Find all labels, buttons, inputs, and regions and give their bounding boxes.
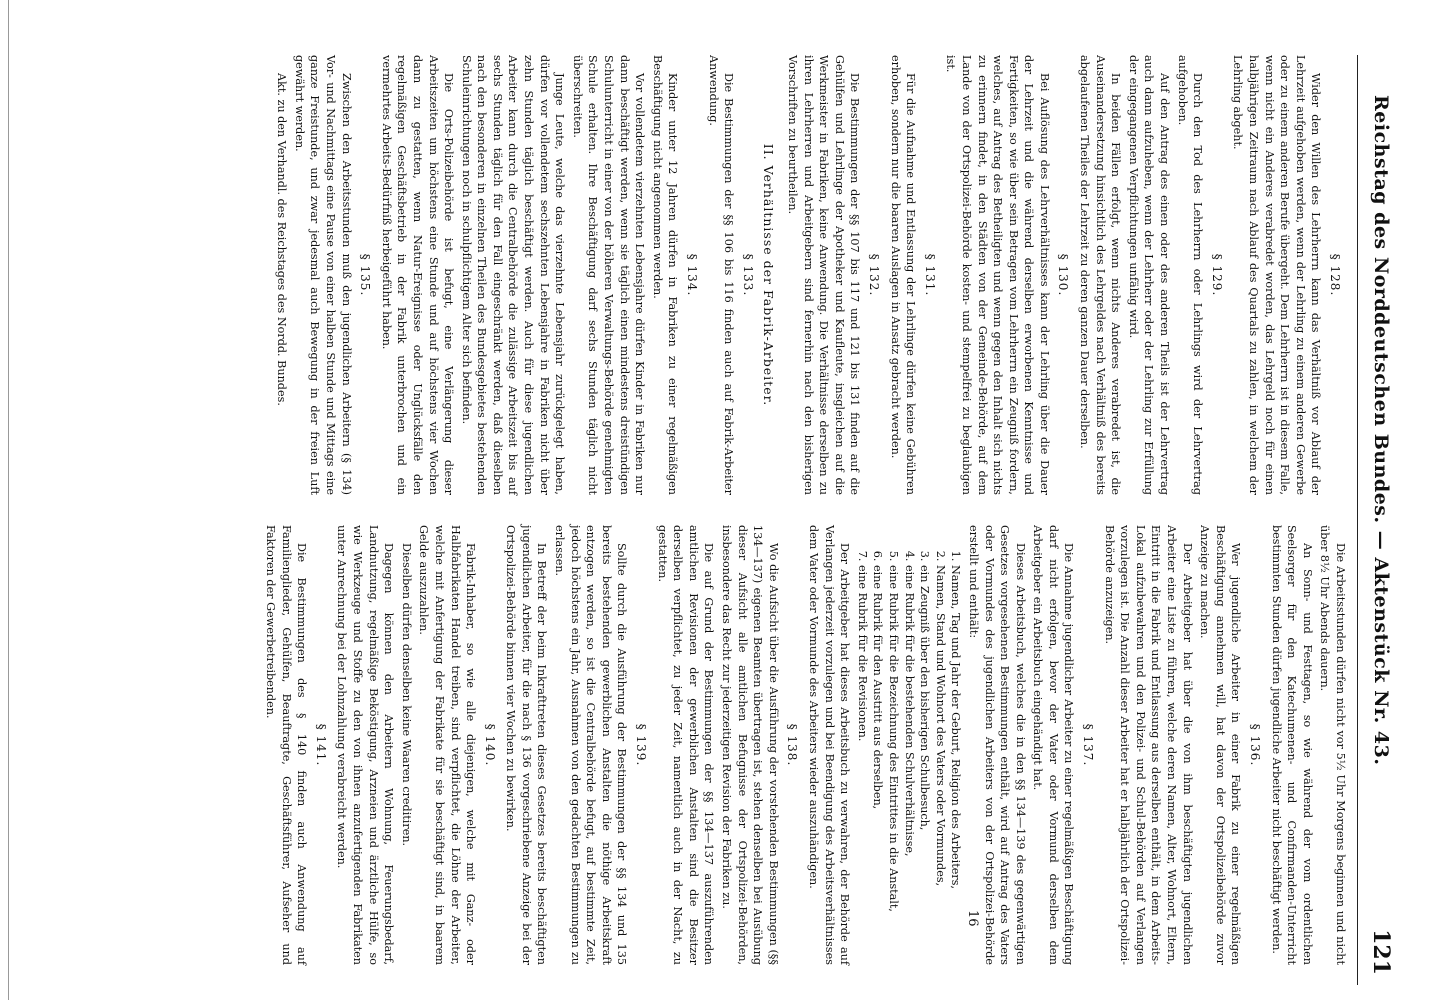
paragraph: Die auf Grund der Bestimmungen der §§ 134—137 auszuführenden amtlichen Revisionen der gewerblichen Anstalten sind die Besitzer derselben verpflichtet, zu jeder Zeit, namentlich auch in der Nacht, zu gestatten.: [655, 525, 716, 965]
signature-mark: 16: [965, 910, 980, 927]
paragraph: Wider den Willen des Lehrherrn kann das Verhältniß vor Ablauf der Lehrzeit aufgehoben werden, wenn der Lehrling zu einem anderen Gewerbe oder zu einem anderen Berufe übergeht. Dem Lehrherrn ist in diesem Falle, wenn nicht ein Anderes verabredet worden, das Lehrgeld noch für einen halbjährigen Zeitraum nach Ablauf des Quartals zu zahlen, in welchem der Lehrling abgeht.: [1231, 55, 1323, 495]
paragraph: Wer jugendliche Arbeiter in einer Fabrik zu einer regelmäßigen Beschäftigung annehmen will, hat davon der Ortspolizeibehörde zuvor Anzeige zu machen.: [1198, 525, 1243, 965]
section-number: § 129.: [1209, 253, 1224, 297]
section-number: § 131.: [922, 253, 937, 297]
list-item: 4. eine Rubrik für die bestehenden Schulverhältnisse,: [901, 565, 917, 965]
paragraph: In Betreff der beim Inkrafttreten dieses Gesetzes bereits beschäftigten jugendlichen Arbeiter, für die nach § 136 vorgeschriebene Anzeige bei der Ortspolizei-Behörde binnen vier Wochen zu bewirken.: [504, 525, 549, 965]
section-number: § 137.: [1081, 723, 1096, 767]
paragraph: An Sonn- und Festtagen, so wie während der vom ordentlichen Seelsorger für den Katechumenen- und Confirmanden-Unterricht bestimmten Stunden dürfen jugendliche Arbeiter nicht beschäftigt werden.: [1269, 525, 1314, 965]
paragraph: Der Arbeitgeber hat über die von ihm beschäftigten jugendlichen Arbeiter eine Liste zu führen, welche deren Namen, Alter, Wohnort, Eltern, Eintritt in die Fabrik und Entlassung aus derselben enthält, in dem Arbeits-Lokal aufzubewahren und den Polizei- und Schul-Behörden auf Verlangen vorzulegen ist. Die Anzahl dieser Arbeiter hat er halbjährlich der Ortspolizei-Behörde anzuzeigen.: [1102, 525, 1194, 965]
page-number: 121: [1368, 929, 1394, 975]
paragraph: Sollte durch die Ausführung der Bestimmungen der §§ 134 und 135 bereits bestehenden gewerblichen Anstalten die nöthige Arbeitskraft entzogen werden, so ist die Centralbehörde befugt, auf bestimmte Zeit, jedoch höchstens ein Jahr, Ausnahmen von den gedachten Bestimmungen zu erlassen.: [553, 525, 629, 965]
section-number: § 139.: [634, 723, 649, 767]
enumerated-list: [854, 525, 963, 965]
running-head: [1357, 55, 1400, 985]
paragraph: In beiden Fällen erfolgt, wenn nichts Anderes verabredet ist, die Auseinandersetzung hinsichtlich des Lehrgeldes nach Verhältniß des bereits abgelaufenen Theiles der Lehrzeit zu deren ganzen Dauer derselben.: [1078, 55, 1123, 495]
paragraph: Die Annahme jugendlicher Arbeiter zu einer regelmäßigen Beschäftigung darf nicht erfolgen, bevor der Vater oder Vormund derselben dem Arbeitgeber ein Arbeitsbuch eingehändigt hat.: [1031, 525, 1076, 965]
paragraph: Dieselben dürfen denselben keine Waaren creditiren.: [399, 543, 413, 847]
paragraph: Zwischen den Arbeitsstunden muß den jugendlichen Arbeitern (§ 134) Vor- und Nachmittags eine Pause von einer halben Stunde und Mittags eine ganze Freistunde, und zwar jedesmal auch Bewegung in der freien Luft gewährt werden.: [292, 55, 353, 495]
paragraph: Dieses Arbeitsbuch, welches die in den §§ 134—139 des gegenwärtigen Gesetzes vorgesehenen Bestimmungen enthält, wird auf Antrag des Vaters oder Vormundes des jugendlichen Arbeiters von der Ortspolizei-Behörde erstellt und enthält:: [966, 525, 1027, 965]
section-number: § 134.: [685, 253, 700, 297]
section-number: § 130.: [1056, 253, 1071, 297]
section-number: § 140.: [482, 723, 497, 767]
paragraph: Dagegen können den Arbeitern Wohnung, Feuerungsbedarf, Landnutzung, regelmäßige Beköstigung, Arzneien und ärztliche Hülfe, so wie Werkzeuge und Stoffe zu den von ihnen anzufertigenden Fabrikaten unter Anrechnung bei der Lohnzahlung verabreicht werden.: [335, 525, 396, 965]
paragraph: Junge Leute, welche das vierzehnte Lebensjahr zurückgelegt haben, dürfen vor vollendetem sechszehnten Lebensjahre in Fabriken nicht über zehn Stunden täglich beschäftigt werden. Auch für diese jugendlichen Arbeiter kann durch die Centralbehörde die zulässige Arbeitszeit bis auf sechs Stunden täglich für den Fall eingeschränkt werden, daß dieselben nach den besonderen in einzelnen Theilen des Bundesgebietes bestehenden Schuleinrichtungen noch in schulpflichtigem Alter sich befinden.: [459, 55, 567, 495]
section-number: § 128.: [1328, 253, 1342, 297]
paragraph: Die Orts-Polizeibehörde ist befugt, eine Verlängerung dieser Arbeitszeiten um höchstens eine Stunde und auf höchstens vier Wochen dann zu gestatten, wenn Natur-Ereignisse oder Unglücksfälle den regelmäßigen Geschäftsbetrieb in der Fabrik unterbrochen und ein vermehrtes Arbeits-Bedürfniß herbeigeführt haben.: [379, 55, 456, 495]
section-number: § 136.: [1248, 723, 1263, 767]
paragraph: Wo die Aufsicht über die Ausführung der vorstehenden Bestimmungen (§§ 134—137) eigenen Beamten übertragen ist, stehen denselben bei Ausübung dieser Aufsicht alle amtlichen Befugnisse der Ortspolizei-Behörden, insbesondere das Recht zur jederzeitigen Revision der Fabriken zu.: [720, 525, 780, 965]
section-number: § 138.: [785, 723, 800, 767]
list-item: 3. ein Zeugniß über den bisherigen Schulbesuch,: [917, 565, 933, 965]
paragraph: Die Arbeitsstunden dürfen nicht vor 5½ Uhr Morgens beginnen und nicht über 8½ Uhr Abends dauern.: [1318, 525, 1347, 965]
paragraph: Die Bestimmungen der §§ 107 bis 117 und 121 bis 131 finden auf die Gehülfen und Lehrlinge der Apotheker und Kaufleute, insgleichen auf die Werkmeister in Fabriken, keine Anwendung. Die Verhältnisse derselben zu ihren Lehrherren und Arbeitgebern sind fernerhin nach den bisherigen Vorschriften zu beurtheilen.: [786, 55, 862, 495]
section-number: § 141.: [313, 723, 328, 767]
right-column: [260, 525, 1348, 965]
digitization-note: [1402, 0, 1432, 1000]
list-item: 6. eine Rubrik für den Austritt aus derselben,: [870, 565, 886, 965]
paragraph: Die Bestimmungen der §§ 106 bis 116 finden auch auf Fabrik-Arbeiter Anwendung.: [706, 55, 736, 495]
section-number: § 133.: [740, 253, 755, 297]
list-item: 2. Namen, Stand und Wohnort des Vaters oder Vormundes,: [932, 565, 948, 965]
section-number: § 135.: [358, 253, 373, 297]
rotated-document: [30, 55, 1400, 985]
paragraph: Vor vollendetem vierzehnten Lebensjahre dürfen Kinder in Fabriken nur dann beschäftigt werden, wenn sie täglich einen mindestens dreistündigen Schulunterricht in einer von der höheren Verwaltungs-Behörde genehmigten Schule erhalten. Ihre Beschäftigung darf sechs Stunden täglich nicht überschreiten.: [570, 55, 647, 495]
scan-edge: [8, 0, 9, 1000]
list-item: 7. eine Rubrik für die Revisionen.: [854, 565, 870, 965]
paragraph: Für die Aufnahme und Entlassung der Lehrlinge dürfen keine Gebühren erhoben, sondern nur die baaren Auslagen in Ansatz gebracht werden.: [888, 55, 918, 495]
section-heading: II. Verhältnisse der Fabrik-Arbeiter.: [761, 143, 777, 407]
section-number: § 132.: [866, 253, 881, 297]
running-head-title: Reichstag des Norddeutschen Bundes. — Aktenstück Nr. 43.: [1370, 95, 1392, 766]
paragraph: Der Arbeitgeber hat dieses Arbeitsbuch zu verwahren, der Behörde auf Verlangen jederzeit vorzulegen und bei Beendigung des Arbeitsverhältnisses dem Vater oder Vormunde des Arbeiters wieder auszuhändigen.: [807, 525, 852, 965]
paragraph: Durch den Tod des Lehrherrn oder Lehrlings wird der Lehrvertrag aufgehoben.: [1175, 55, 1205, 495]
paragraph: Kinder unter 12 Jahren dürfen in Fabriken zu einer regelmäßigen Beschäftigung nicht angenommen werden.: [650, 55, 680, 495]
left-column: [272, 55, 1348, 495]
paragraph: Fabrik-Inhaber, so wie alle diejenigen, welche mit Ganz- oder Halbfabrikaten Handel treiben, sind verpflichtet, die Löhne der Arbeiter, welche mit Anfertigung der Fabrikate für sie beschäftigt sind, in baarem Gelde auszuzahlen.: [417, 525, 478, 965]
paragraph: Auf den Antrag des einen oder des anderen Theils ist der Lehrvertrag auch dann aufzuheben, wenn der Lehrherr oder der Lehrling zur Erfüllung der eingegangenen Verpflichtungen unfähig wird.: [1126, 55, 1172, 495]
paragraph: Akt. zu den Verhandl. des Reichstages des Nordd. Bundes.: [275, 73, 289, 406]
list-item: 1. Namen, Tag und Jahr der Geburt, Religion des Arbeiters,: [948, 565, 964, 965]
paragraph: Die Bestimmungen des § 140 finden auch Anwendung auf Familienglieder, Gehülfen, Beauftragte, Geschäftsführer, Aufseher und Faktoren der Gewerbetreibenden.: [264, 525, 309, 965]
paragraph: Bei Auflösung des Lehrverhältnisses kann der Lehrling über die Dauer der Lehrzeit und die während derselben erworbenen Kenntnisse und Fertigkeiten, so wie über sein Betragen vom Lehrherrn ein Zeugniß fordern, welches, auf Antrag des Betheiligten und wenn gegen den Inhalt sich nichts zu erinnern findet, in den Städten von der Gemeinde-Behörde, auf dem Lande von der Ortspolizei-Behörde kosten- und stempelfrei zu beglaubigen ist.: [944, 55, 1051, 495]
list-item: 5. eine Rubrik für die Bezeichnung des Eintrittes in die Anstalt,: [885, 565, 901, 965]
